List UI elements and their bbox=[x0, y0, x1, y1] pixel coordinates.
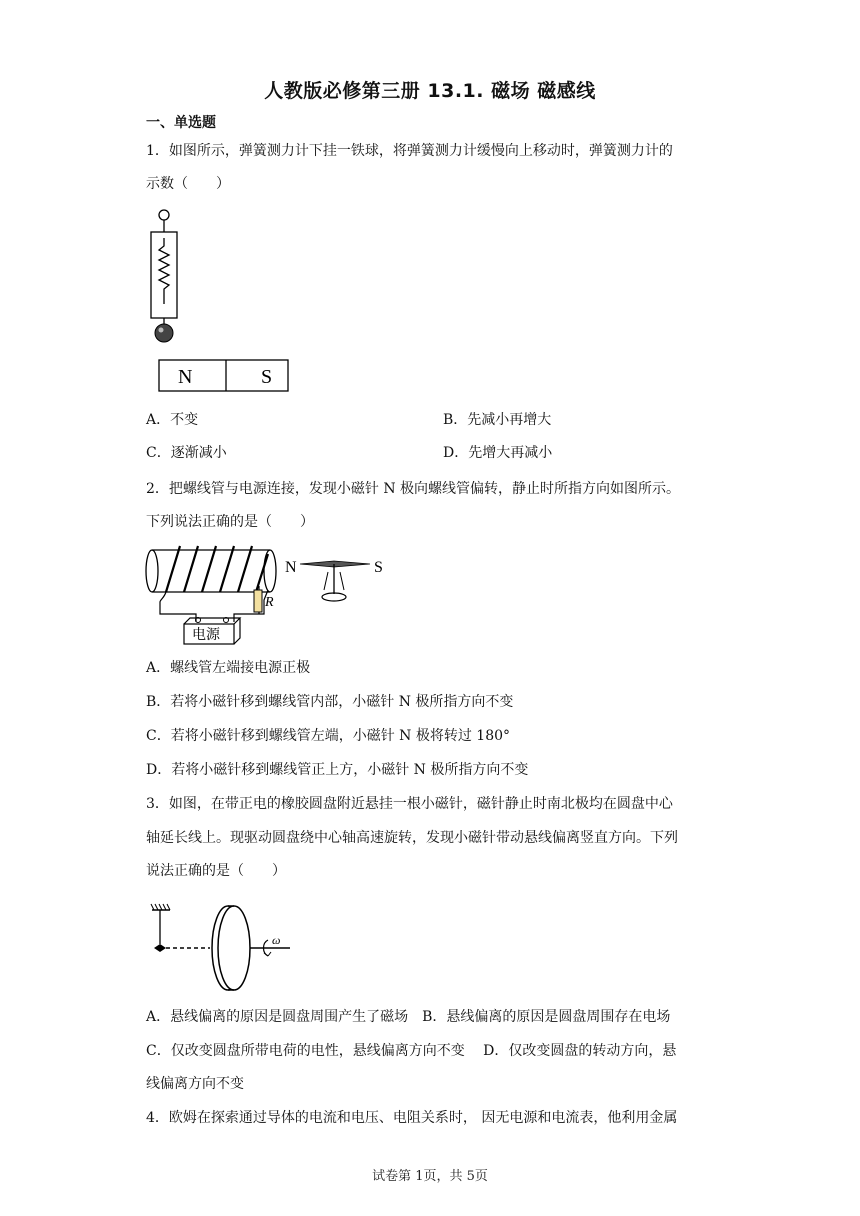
q2-option-c: C．若将小磁针移到螺线管左端，小磁针 N 极将转过 180° bbox=[146, 728, 511, 744]
q2-option-d: D．若将小磁针移到螺线管正上方，小磁针 N 极所指方向不变 bbox=[146, 762, 529, 778]
q4-stem-line1: 4．欧姆在探索通过导体的电流和电压、电阻关系时， 因无电源和电流表，他利用金属 bbox=[146, 1110, 678, 1126]
q3-stem-line2: 轴延长线上。现驱动圆盘绕中心轴高速旋转，发现小磁针带动悬线偏离竖直方向。下列 bbox=[146, 830, 678, 846]
needle-s-label: S bbox=[374, 559, 383, 576]
q3-options-cd-line2: 线偏离方向不变 bbox=[146, 1076, 244, 1092]
q1-option-a: A．不变 bbox=[146, 412, 199, 428]
q1-option-c: C．逐渐减小 bbox=[146, 445, 227, 461]
page-footer: 试卷第 1页，共 5页 bbox=[372, 1169, 488, 1184]
omega-label: ω bbox=[272, 933, 281, 947]
q3-stem-line3: 说法正确的是（ ） bbox=[146, 863, 286, 879]
needle-n-label: N bbox=[285, 559, 297, 576]
power-source-label: 电源 bbox=[192, 628, 220, 643]
q3-options-cd-line1: C．仅改变圆盘所带电荷的电性，悬线偏离方向不变 D．仅改变圆盘的转动方向，悬 bbox=[146, 1043, 677, 1059]
q3-rotating-disc-figure bbox=[140, 900, 300, 1000]
q2-option-a: A．螺线管左端接电源正极 bbox=[146, 660, 311, 676]
magnet-n-label: N bbox=[178, 366, 193, 388]
q1-option-d: D．先增大再减小 bbox=[443, 445, 553, 461]
q2-stem-line2: 下列说法正确的是（ ） bbox=[146, 514, 314, 530]
magnet-s-label: S bbox=[261, 366, 273, 388]
q3-options-ab: A．悬线偏离的原因是圆盘周围产生了磁场 B．悬线偏离的原因是圆盘周围存在电场 bbox=[146, 1009, 671, 1025]
section-heading: 一、单选题 bbox=[146, 115, 216, 131]
q3-stem-line1: 3．如图，在带正电的橡胶圆盘附近悬挂一根小磁针，磁针静止时南北极均在圆盘中心 bbox=[146, 796, 673, 812]
resistor-label: R bbox=[265, 595, 274, 610]
q1-option-b: B．先减小再增大 bbox=[443, 412, 552, 428]
q2-solenoid-figure bbox=[140, 540, 390, 648]
q2-option-b: B．若将小磁针移到螺线管内部，小磁针 N 极所指方向不变 bbox=[146, 694, 514, 710]
page-title: 人教版必修第三册 13.1. 磁场 磁感线 bbox=[264, 80, 596, 102]
q1-stem-line1: 1．如图所示，弹簧测力计下挂一铁球，将弹簧测力计缓慢向上移动时，弹簧测力计的 bbox=[146, 143, 673, 159]
q1-spring-scale-figure bbox=[140, 204, 300, 396]
q1-stem-line2: 示数（ ） bbox=[146, 176, 230, 192]
q2-stem-line1: 2．把螺线管与电源连接，发现小磁针 N 极向螺线管偏转，静止时所指方向如图所示。 bbox=[146, 481, 681, 497]
